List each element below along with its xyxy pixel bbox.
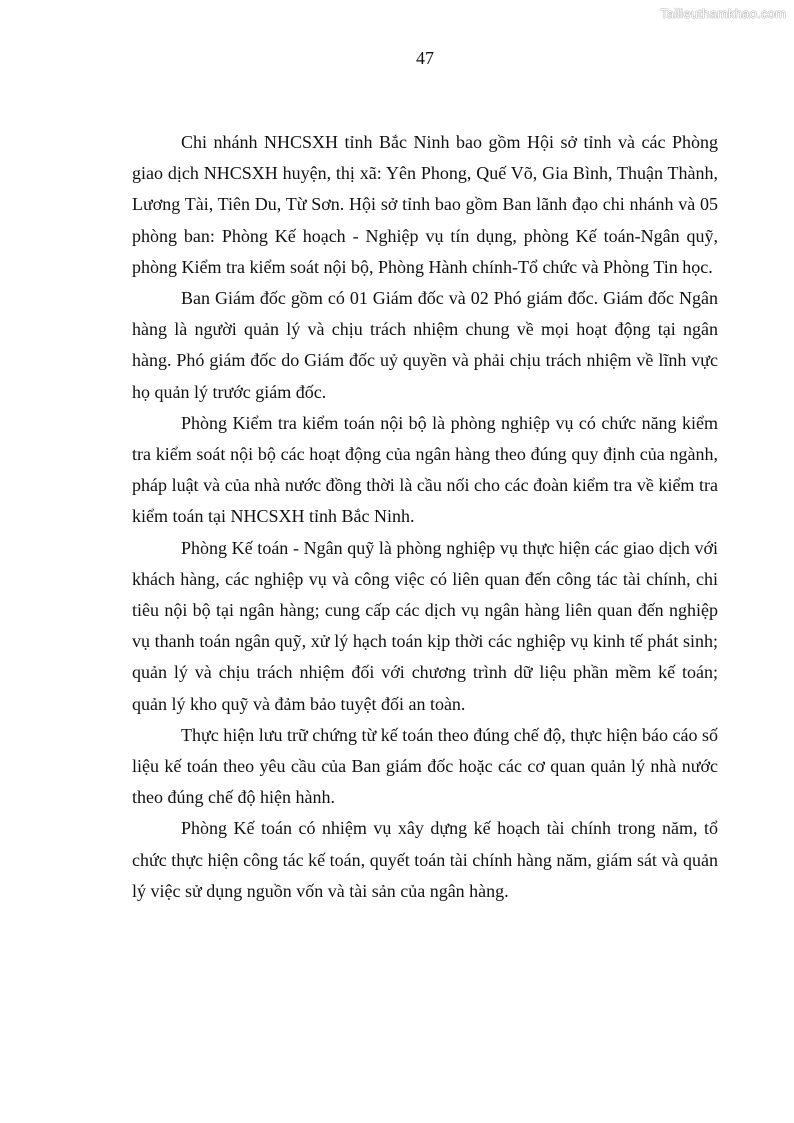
paragraph-record-keeping: Thực hiện lưu trữ chứng từ kế toán theo đúng chế độ, thực hiện báo cáo số liệu kế toán theo yêu cầu của Ban giám đốc hoặc các cơ quan quản lý nhà nước theo đúng chế độ hiện hành. <box>132 724 718 808</box>
watermark-text: Tailieuthamkhao.com <box>660 6 786 21</box>
paragraph-internal-audit: Phòng Kiểm tra kiểm toán nội bộ là phòng nghiệp vụ có chức năng kiểm tra kiểm soát nội bộ các hoạt động của ngân hàng theo đúng quy định của ngành, pháp luật và của nhà nước đồng thời là cầu nối cho các đoàn kiểm tra về kiểm tra kiểm toán tại NHCSXH tỉnh Bắc Ninh. <box>132 412 718 527</box>
document-body <box>132 127 718 907</box>
paragraph-board-of-directors: Ban Giám đốc gồm có 01 Giám đốc và 02 Phó giám đốc. Giám đốc Ngân hàng là người quản lý và chịu trách nhiệm chung về mọi hoạt động tại ngân hàng. Phó giám đốc do Giám đốc uỷ quyền và phải chịu trách nhiệm về lĩnh vực họ quản lý trước giám đốc. <box>132 288 718 402</box>
page-number: 47 <box>416 48 434 68</box>
paragraph-accounting-treasury: Phòng Kế toán - Ngân quỹ là phòng nghiệp vụ thực hiện các giao dịch với khách hàng, các nghiệp vụ và công việc có liên quan đến công tác tài chính, chi tiêu nội bộ tại ngân hàng; cung cấp các dịch vụ ngân hàng liên quan đến nghiệp vụ thanh toán ngân quỹ, xử lý hạch toán kịp thời các nghiệp vụ kinh tế phát sinh; quản lý và chịu trách nhiệm đối với chương trình dữ liệu phần mềm kế toán; quản lý kho quỹ và đảm bảo tuyệt đối an toàn. <box>132 537 718 714</box>
paragraph-branch-structure: Chi nhánh NHCSXH tỉnh Bắc Ninh bao gồm Hội sở tỉnh và các Phòng giao dịch NHCSXH huyện, thị xã: Yên Phong, Quế Võ, Gia Bình, Thuận Thành, Lương Tài, Tiên Du, Từ Sơn. Hội sở tỉnh bao gồm Ban lãnh đạo chi nhánh và 05 phòng ban: Phòng Kế hoạch - Nghiệp vụ tín dụng, phòng Kế toán-Ngân quỹ, phòng Kiểm tra kiểm soát nội bộ, Phòng Hành chính-Tổ chức và Phòng Tin học. <box>132 132 718 277</box>
paragraph-accounting-duties: Phòng Kế toán có nhiệm vụ xây dựng kế hoạch tài chính trong năm, tổ chức thực hiện công tác kế toán, quyết toán tài chính hàng năm, giám sát và quản lý việc sử dụng nguồn vốn và tài sản của ngân hàng. <box>132 818 718 901</box>
